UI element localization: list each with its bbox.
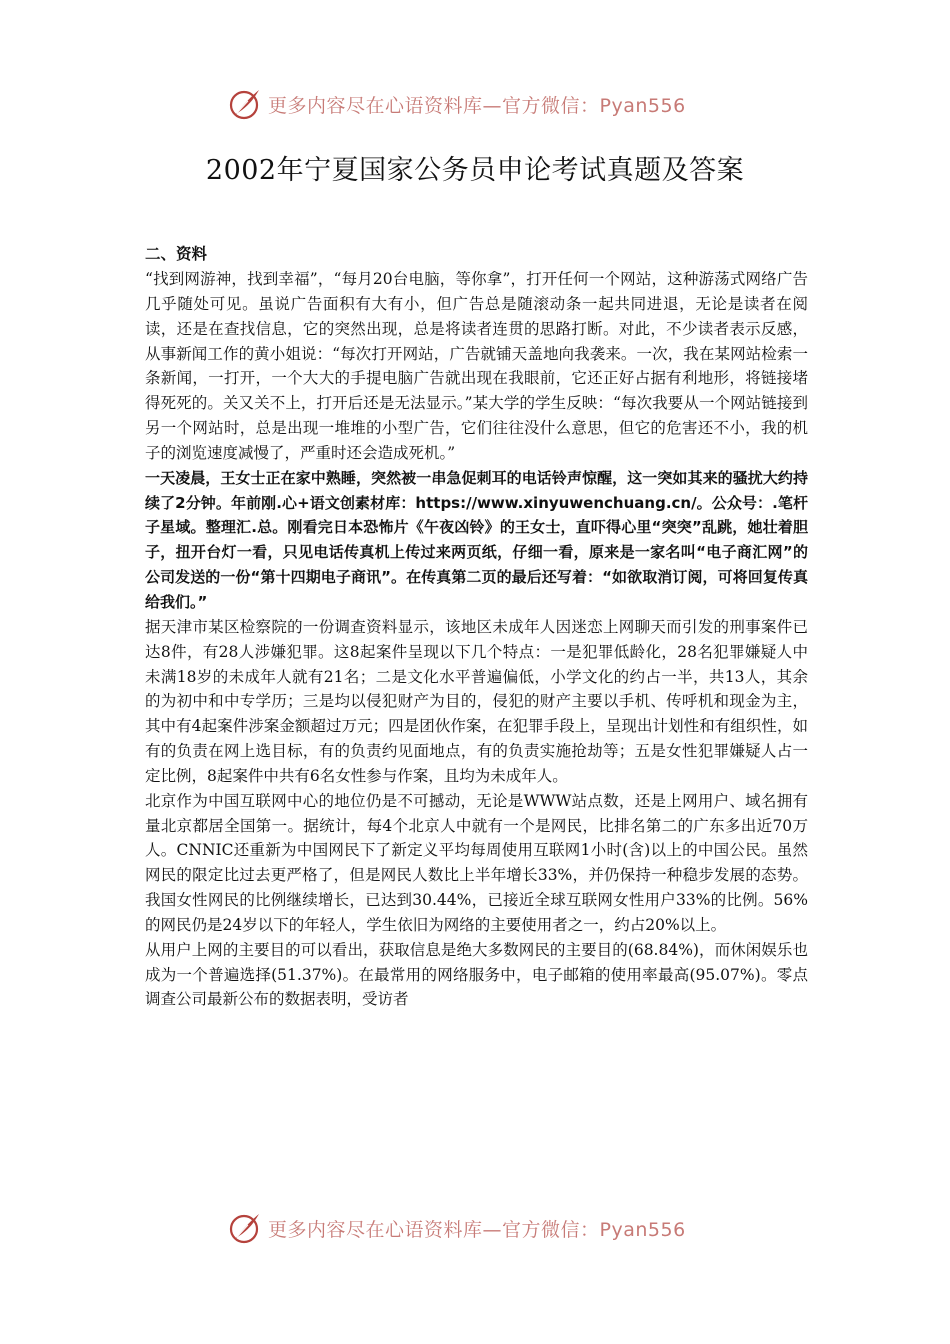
footer-watermark-banner — [228, 1208, 728, 1248]
document-body — [145, 242, 808, 1012]
section-heading: 二、资料 — [145, 245, 208, 263]
paragraph-ads: “找到网游神，找到幸福”，“每月20台电脑，等你拿”，打开任何一个网站，这种游荡式网络广告几乎随处可见。虽说广告面积有大有小，但广告总是随滚动条一起共同进退，无论是读者在阅读，还是在查找信息，它的突然出现，总是将读者连贯的思路打断。对此，不少读者表示反感，从事新闻工作的黄小姐说：“每次打开网站，广告就铺天盖地向我袭来。一次，我在某网站检索一条新闻，一打开，一个大大的手提电脑广告就出现在我眼前，它还正好占据有利地形，将链接堵得死死的。关又关不上，打开后还是无法显示。”某大学的学生反映：“每次我要从一个网站链接到另一个网站时，总是出现一堆堆的小型广告，它们往往没什么意思，但它的危害还不小，我的机子的浏览速度减慢了，严重时还会造成死机。” — [145, 270, 808, 462]
paragraph-beijing-netizens: 北京作为中国互联网中心的地位仍是不可撼动，无论是WWW站点数，还是上网用户、域名拥有量北京都居全国第一。据统计，每4个北京人中就有一个是网民，比排名第二的广东多出近70万人。CNNIC还重新为中国网民下了新定义平均每周使用互联网1小时(含)以上的中国公民。虽然网民的限定比过去更严格了，但是网民人数比上半年增长33%，并仍保持一种稳步发展的态势。我国女性网民的比例继续增长，已达到30.44%，已接近全球互联网女性用户33%的比例。56%的网民仍是24岁以下的年轻人，学生依旧为网络的主要使用者之一，约占20%以上。 — [145, 791, 808, 934]
document-title: 2002年宁夏国家公务员申论考试真题及答案 — [205, 155, 745, 186]
watermark-text: 更多内容尽在心语资料库—官方微信：Pyan556 — [268, 1218, 686, 1241]
paragraph-usage-purpose: 从用户上网的主要目的可以看出，获取信息是绝大多数网民的主要目的(68.84%)，而休闲娱乐也成为一个普遍选择(51.37%)。在最常用的网络服务中，电子邮箱的使用率最高(95.07%)。零点调查公司最新公布的数据表明，受访者 — [145, 940, 808, 1009]
feather-pen-logo-icon — [228, 87, 262, 121]
paragraph-juvenile-crime: 据天津市某区检察院的一份调查资料显示，该地区未成年人因迷恋上网聊天而引发的刑事案件已达8件，有28人涉嫌犯罪。这8起案件呈现以下几个特点：一是犯罪低龄化，28名犯罪嫌疑人中未满18岁的未成年人就有21名；二是文化水平普遍偏低，小学文化的约占一半，共13人，其余的为初中和中专学历；三是均以侵犯财产为目的，侵犯的财产主要以手机、传呼机和现金为主，其中有4起案件涉案金额超过万元；四是团伙作案，在犯罪手段上，呈现出计划性和有组织性，如有的负责在网上选目标，有的负责约见面地点，有的负责实施抢劫等；五是女性犯罪嫌疑人占一定比例，8起案件中共有6名女性参与作案，且均为未成年人。 — [145, 617, 808, 785]
feather-pen-logo-icon — [228, 1211, 262, 1245]
watermark-text: 更多内容尽在心语资料库—官方微信：Pyan556 — [268, 94, 686, 117]
header-watermark-banner — [228, 84, 728, 124]
paragraph-fax-spam: 一天凌晨，王女士正在家中熟睡，突然被一串急促刺耳的电话铃声惊醒，这一突如其来的骚扰大约持续了2分钟。年前刚.心+语文创素材库：https://www.xinyuwenchuang.cn/。公众号：.笔杆子星域。整理汇.总。刚看完日本恐怖片《午夜凶铃》的王女士，直吓得心里“突突”乱跳，她壮着胆子，扭开台灯一看，只见电话传真机上传过来两页纸，仔细一看，原来是一家名叫“电子商汇网”的公司发送的一份“第十四期电子商讯”。在传真第二页的最后还写着：“如欲取消订阅，可将回复传真给我们。” — [145, 468, 808, 611]
